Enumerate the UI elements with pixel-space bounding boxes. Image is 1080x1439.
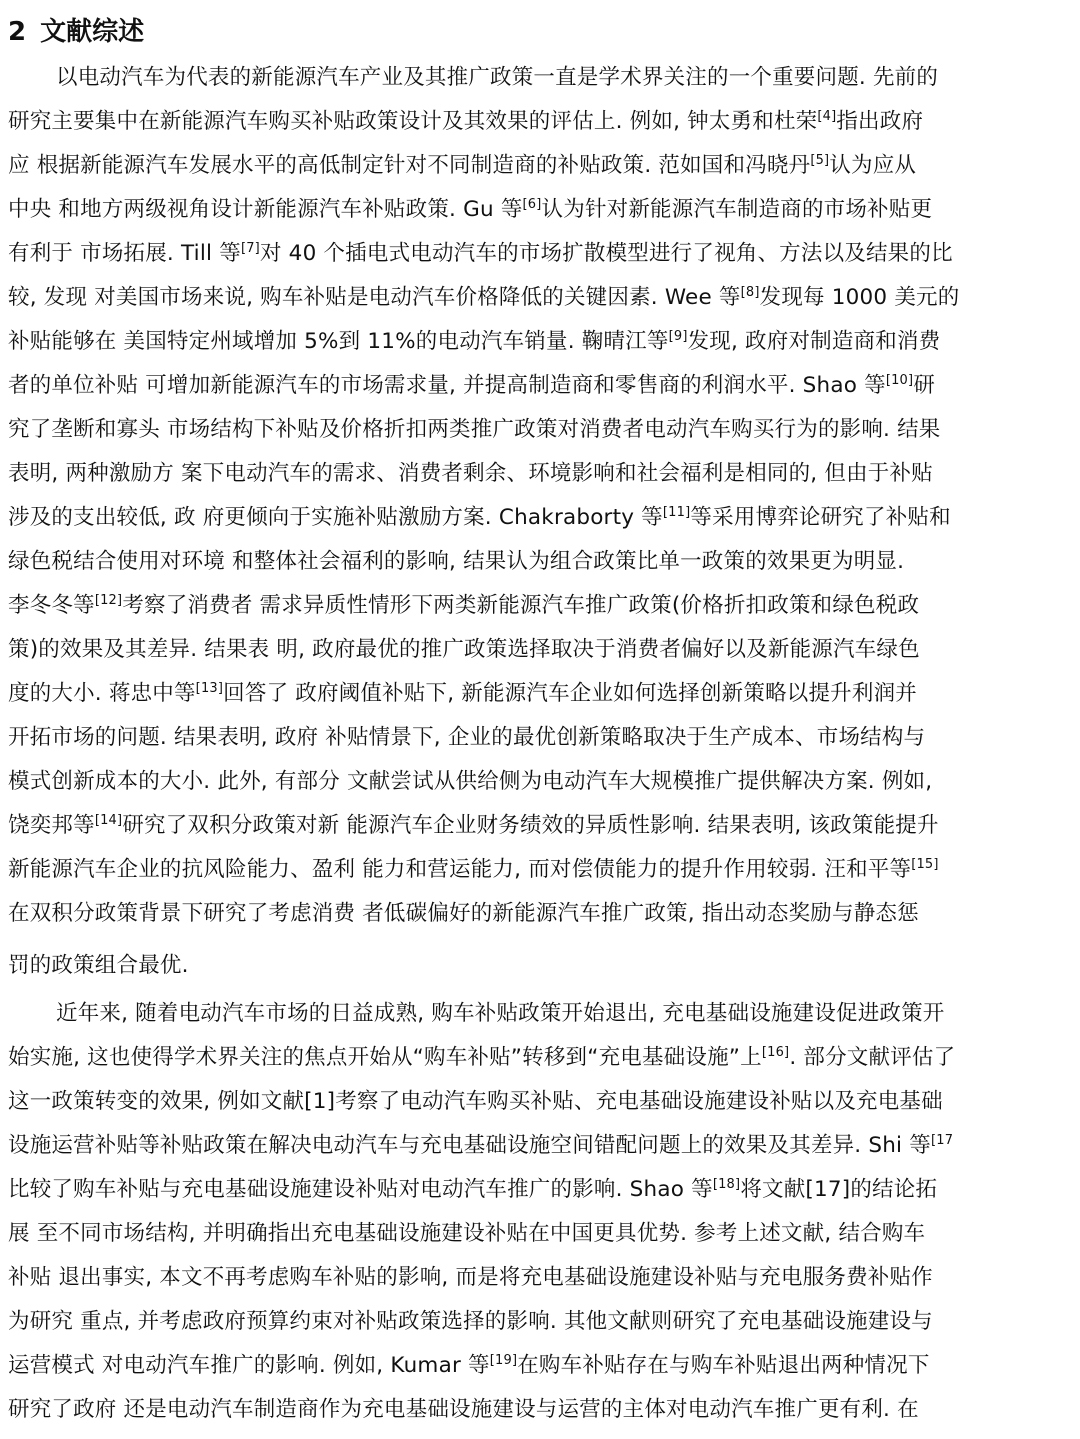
section-number: 2 bbox=[8, 17, 27, 47]
text-line bbox=[8, 806, 939, 846]
text-line bbox=[8, 454, 933, 494]
text-run: 以电动汽车为代表的新能源汽车产业及其推广政策一直是学术界关注的一个重要问题. 先前的 bbox=[56, 65, 939, 90]
text-run: 度的大小. 蒋忠中等 bbox=[8, 681, 196, 706]
text-run: 应 根据新能源汽车发展水平的高低制定针对不同制造商的补贴政策. 范如国和冯晓丹 bbox=[8, 153, 811, 178]
text-run: 认为针对新能源汽车制造商的市场补贴更 bbox=[541, 197, 933, 222]
text-line bbox=[8, 586, 919, 626]
text-run: 补贴 退出事实, 本文不再考虑购车补贴的影响, 而是将充电基础设施建设补贴与充电服务费补贴作 bbox=[8, 1265, 933, 1290]
text-run: 研究主要集中在新能源汽车购买补贴政策设计及其效果的评估上. 例如, 钟太勇和杜荣 bbox=[8, 109, 818, 134]
citation-ref: [12] bbox=[94, 593, 123, 608]
text-line bbox=[8, 410, 941, 450]
text-run: 发现每 1000 美元的 bbox=[759, 285, 960, 310]
citation-ref: [5] bbox=[810, 153, 830, 168]
text-run: 策)的效果及其差异. 结果表 明, 政府最优的推广政策选择取决于消费者偏好以及新能源汽车绿色 bbox=[8, 637, 920, 662]
text-run: 补贴能够在 美国特定州域增加 5%到 11%的电动汽车销量. 鞠晴江等 bbox=[8, 329, 669, 354]
citation-ref: [18] bbox=[712, 1177, 741, 1192]
text-run: 表明, 两种激励方 案下电动汽车的需求、消费者剩余、环境影响和社会福利是相同的, 但由于补贴 bbox=[8, 461, 933, 486]
citation-ref: [11] bbox=[662, 505, 691, 520]
text-line bbox=[8, 190, 932, 230]
text-run: 为研究 重点, 并考虑政府预算约束对补贴政策选择的影响. 其他文献则研究了充电基础设施建设与 bbox=[8, 1309, 933, 1334]
text-run: 等采用博弈论研究了补贴和 bbox=[690, 505, 951, 530]
text-run: 究了垄断和寡头 市场结构下补贴及价格折扣两类推广政策对消费者电动汽车购买行为的影响. 结果 bbox=[8, 417, 941, 442]
text-run: 中央 和地方两级视角设计新能源汽车补贴政策. Gu 等 bbox=[8, 197, 523, 222]
text-run: 在购车补贴存在与购车补贴退出两种情况下 bbox=[517, 1353, 930, 1378]
text-run: 将文献[17]的结论拓 bbox=[740, 1177, 938, 1202]
citation-ref: [19] bbox=[489, 1353, 518, 1368]
citation-ref: [4] bbox=[817, 109, 837, 124]
text-run: 运营模式 对电动汽车推广的影响. 例如, Kumar 等 bbox=[8, 1353, 490, 1378]
text-line bbox=[8, 674, 917, 714]
text-line bbox=[8, 1302, 933, 1342]
text-run: 新能源汽车企业的抗风险能力、盈利 能力和营运能力, 而对偿债能力的提升作用较弱. 汪和平等 bbox=[8, 857, 912, 882]
text-run: 回答了 政府阈值补贴下, 新能源汽车企业如何选择创新策略以提升利润并 bbox=[223, 681, 917, 706]
text-line bbox=[56, 58, 938, 98]
text-line bbox=[8, 1038, 955, 1078]
text-line bbox=[8, 850, 939, 890]
text-run: 研究了政府 还是电动汽车制造商作为充电基础设施建设与运营的主体对电动汽车推广更有利. 在 bbox=[8, 1397, 919, 1422]
text-line bbox=[8, 1170, 937, 1210]
text-run: 在双积分政策背景下研究了考虑消费 者低碳偏好的新能源汽车推广政策, 指出动态奖励与静态惩 bbox=[8, 901, 919, 926]
text-line bbox=[8, 278, 959, 318]
text-run: 展 至不同市场结构, 并明确指出充电基础设施建设补贴在中国更具优势. 参考上述文献, 结合购车 bbox=[8, 1221, 926, 1246]
citation-ref: [9] bbox=[668, 329, 688, 344]
text-run: 开拓市场的问题. 结果表明, 政府 补贴情景下, 企业的最优创新策略取决于生产成本、市场结构与 bbox=[8, 725, 926, 750]
citation-ref: [8] bbox=[740, 285, 760, 300]
text-line bbox=[8, 718, 925, 758]
citation-ref: [16] bbox=[761, 1045, 790, 1060]
citation-ref: [13] bbox=[195, 681, 224, 696]
text-run: 这一政策转变的效果, 例如文献[1]考察了电动汽车购买补贴、充电基础设施建设补贴以及充电基础 bbox=[8, 1089, 943, 1114]
text-run: 发现, 政府对制造商和消费 bbox=[687, 329, 941, 354]
text-line bbox=[8, 762, 932, 802]
citation-ref: [7] bbox=[240, 241, 260, 256]
text-run: 对 40 个插电式电动汽车的市场扩散模型进行了视角、方法以及结果的比 bbox=[259, 241, 953, 266]
text-run: 认为应从 bbox=[829, 153, 917, 178]
text-line bbox=[8, 1258, 933, 1298]
section-title: 文献综述 bbox=[40, 17, 145, 47]
text-line bbox=[8, 1390, 919, 1430]
text-line bbox=[56, 994, 945, 1034]
section-heading bbox=[8, 12, 144, 52]
text-run: 设施运营补贴等补贴政策在解决电动汽车与充电基础设施空间错配问题上的效果及其差异. Shi 等 bbox=[8, 1133, 931, 1158]
citation-ref: [15] bbox=[911, 857, 939, 872]
text-line bbox=[8, 630, 920, 670]
text-run: 者的单位补贴 可增加新能源汽车的市场需求量, 并提高制造商和零售商的利润水平. Shao 等 bbox=[8, 373, 886, 398]
text-run: 考察了消费者 需求异质性情形下两类新能源汽车推广政策(价格折扣政策和绿色税政 bbox=[122, 593, 920, 618]
text-line bbox=[8, 366, 935, 406]
text-line bbox=[8, 1082, 943, 1122]
text-run: 有利于 市场拓展. Till 等 bbox=[8, 241, 241, 266]
text-line bbox=[8, 102, 923, 142]
text-line bbox=[8, 234, 953, 274]
text-run: 李冬冬等 bbox=[8, 593, 95, 618]
text-line bbox=[8, 322, 940, 362]
text-line bbox=[8, 1214, 925, 1254]
text-line bbox=[8, 1126, 953, 1166]
text-run: 模式创新成本的大小. 此外, 有部分 文献尝试从供给侧为电动汽车大规模推广提供解决方案. 例如, bbox=[8, 769, 933, 794]
text-run: 始实施, 这也使得学术界关注的焦点开始从“购车补贴”转移到“充电基础设施”上 bbox=[8, 1045, 762, 1070]
text-run: . 部分文献评估了 bbox=[789, 1045, 956, 1070]
text-run: 研 bbox=[913, 373, 936, 398]
text-run: 指出政府 bbox=[836, 109, 924, 134]
text-run: 较, 发现 对美国市场来说, 购车补贴是电动汽车价格降低的关键因素. Wee 等 bbox=[8, 285, 741, 310]
citation-ref: [6] bbox=[522, 197, 542, 212]
text-run: 饶奕邦等 bbox=[8, 813, 95, 838]
citation-ref: [14] bbox=[94, 813, 123, 828]
text-run: 绿色税结合使用对环境 和整体社会福利的影响, 结果认为组合政策比单一政策的效果更为明显. bbox=[8, 549, 905, 574]
text-run: 近年来, 随着电动汽车市场的日益成熟, 购车补贴政策开始退出, 充电基础设施建设促进政策开 bbox=[56, 1001, 945, 1026]
text-run: 比较了购车补贴与充电基础设施建设补贴对电动汽车推广的影响. Shao 等 bbox=[8, 1177, 713, 1202]
text-run: 研究了双积分政策对新 能源汽车企业财务绩效的异质性影响. 结果表明, 该政策能提升 bbox=[122, 813, 939, 838]
text-line bbox=[8, 542, 904, 582]
text-line bbox=[8, 498, 951, 538]
text-line bbox=[8, 146, 916, 186]
text-run: 罚的政策组合最优. bbox=[8, 953, 189, 978]
text-line bbox=[8, 946, 189, 986]
text-line bbox=[8, 1346, 930, 1386]
text-run: 涉及的支出较低, 政 府更倾向于实施补贴激励方案. Chakraborty 等 bbox=[8, 505, 663, 530]
text-line bbox=[8, 894, 919, 934]
citation-ref: [10] bbox=[885, 373, 914, 388]
citation-ref: [17 bbox=[930, 1133, 954, 1148]
